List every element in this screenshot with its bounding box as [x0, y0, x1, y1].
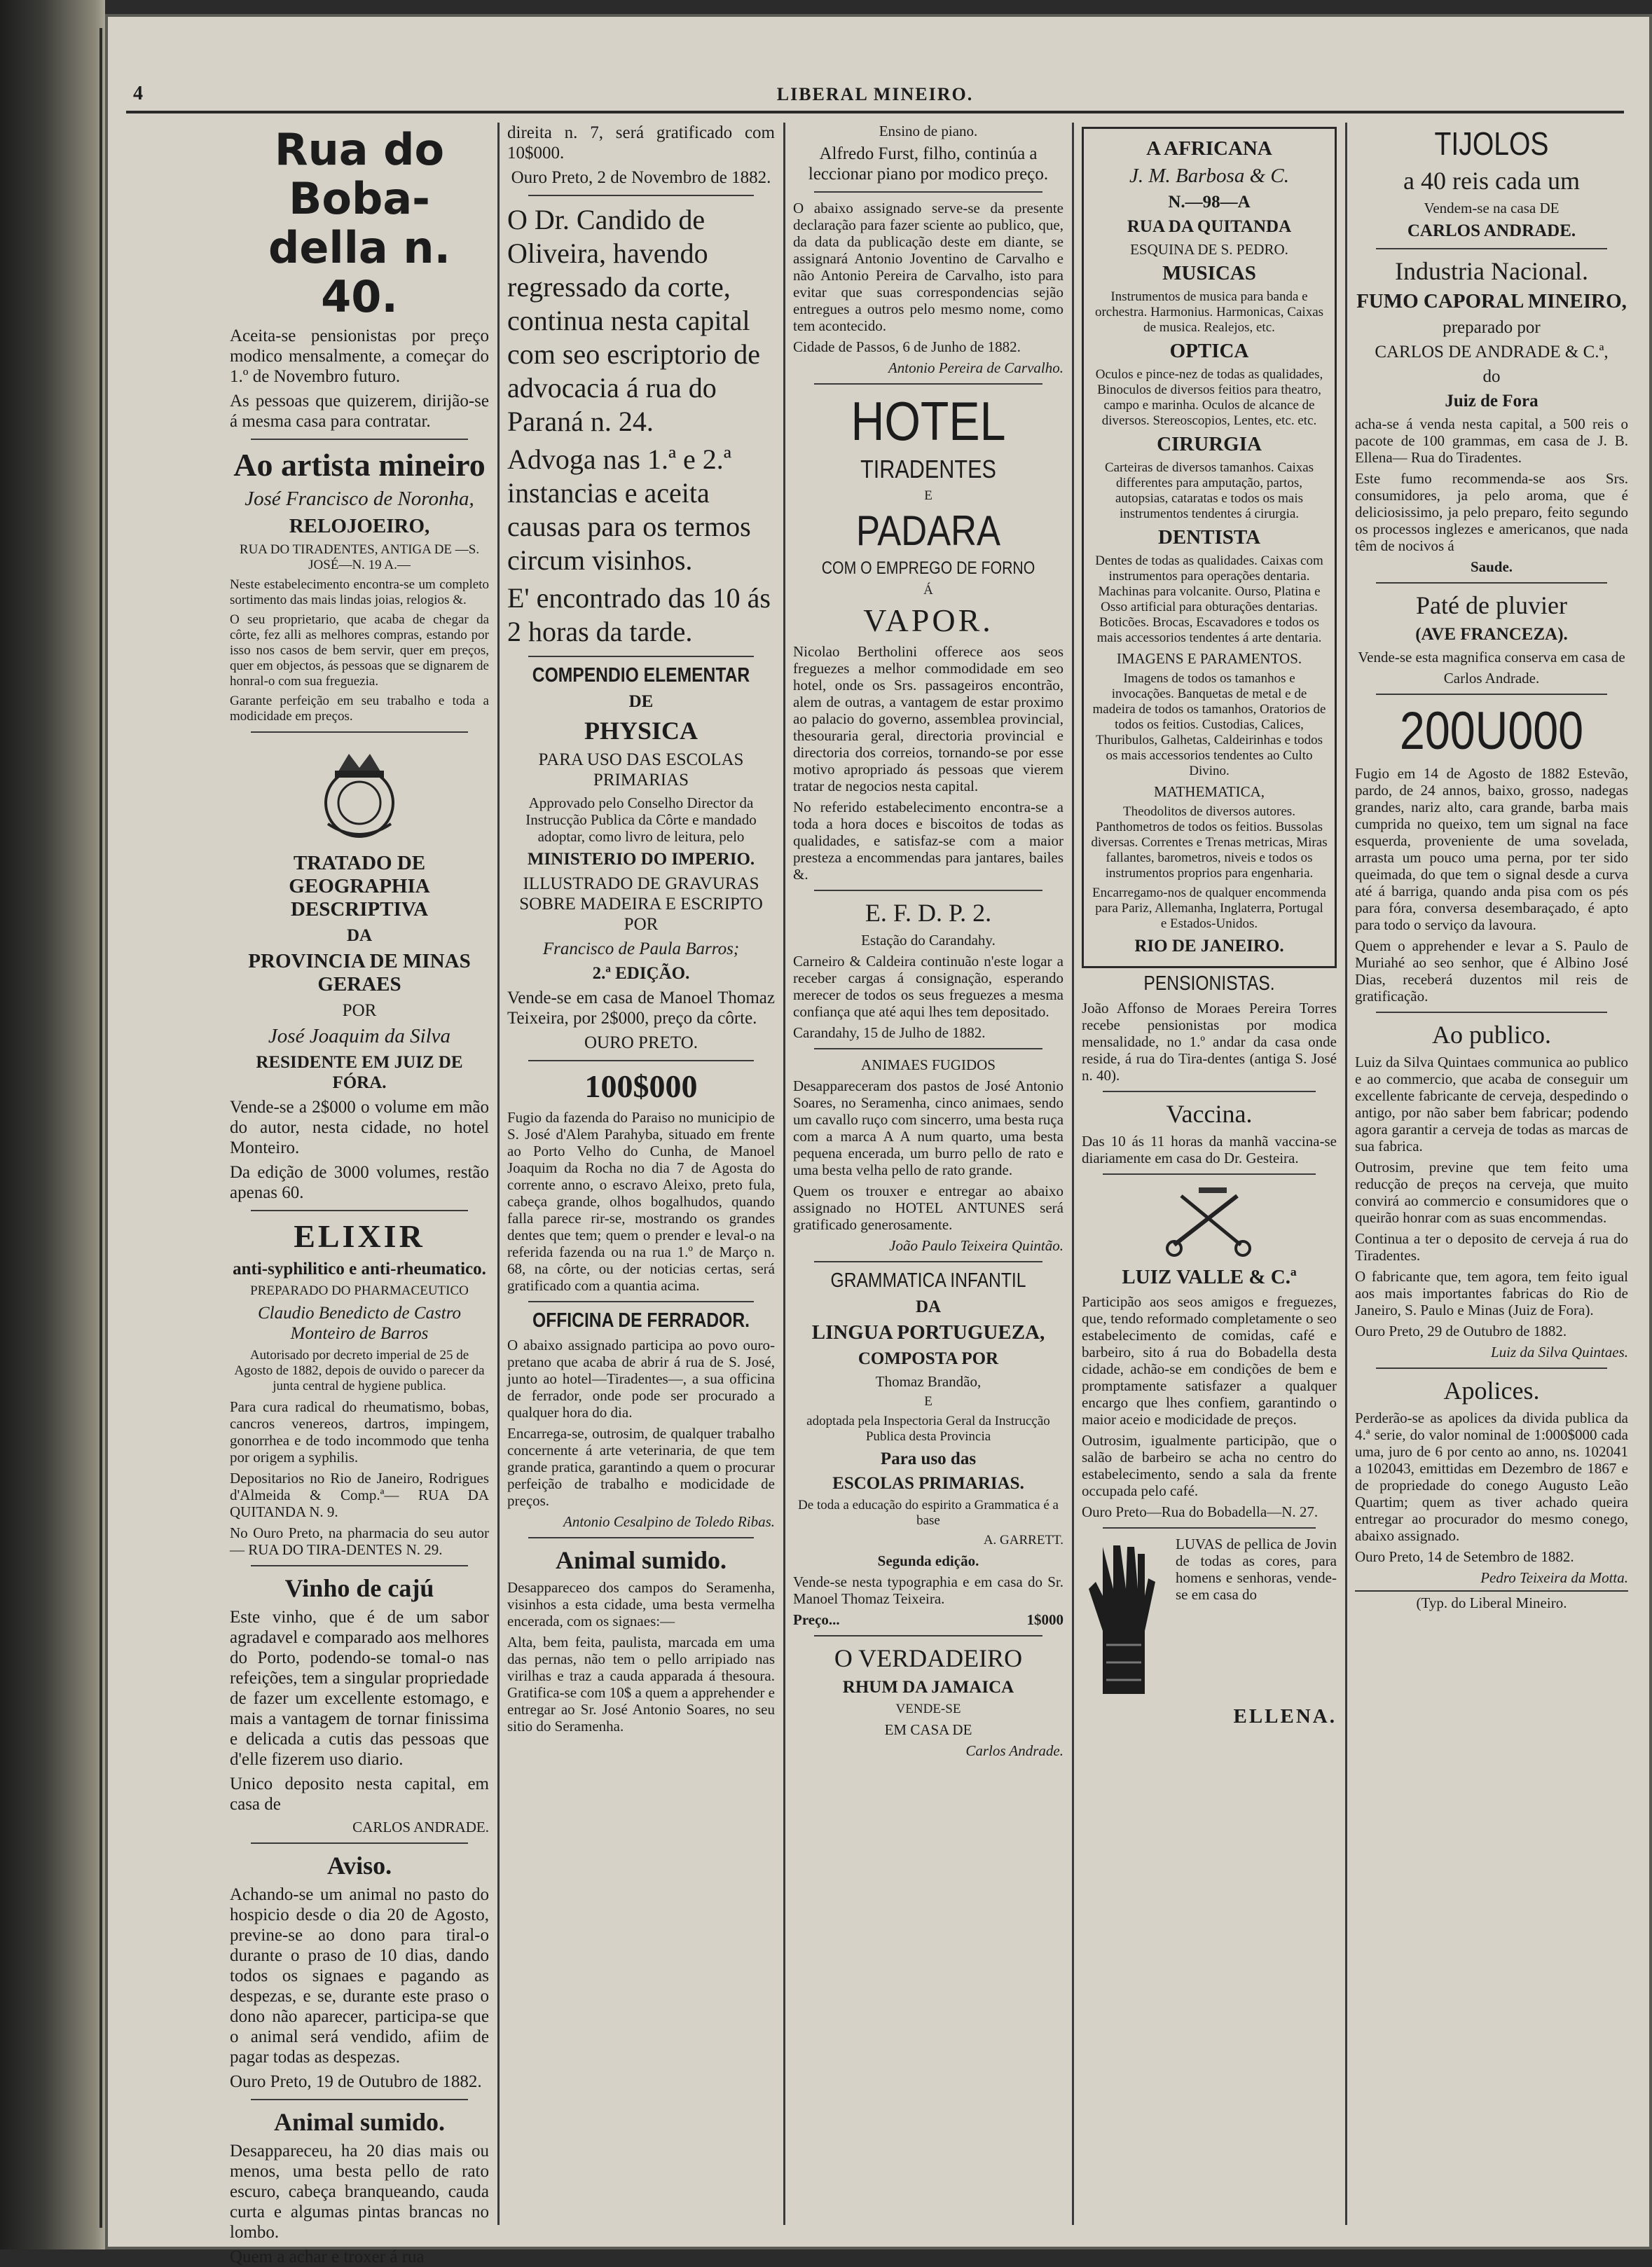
- industria-text: Este fumo recommenda-se aos Srs. consumidores, ja pelo aroma, que é deliciosissimo, ja pelo preparo, feito segundo os processos inglezes e americanos, que nada têm de nocivos á: [1355, 470, 1628, 554]
- aviso-title: Aviso.: [326, 1852, 392, 1880]
- separator: [528, 1060, 754, 1061]
- separator: [1103, 1091, 1316, 1092]
- column-1: [223, 123, 496, 2266]
- artista-address: RUA DO TIRADENTES, ANTIGA DE —S. JOSÉ—N. 19 A.—: [239, 542, 480, 572]
- ferrador-text: O abaixo assignado participa ao povo ouro-pretano que acaba de abrir á rua de S. José, junto ao hotel—Tiradentes—, a sua officina de ferrador, onde pode ser procurado a qualquer hora do dia.: [507, 1337, 775, 1421]
- animal-title: Animal sumido.: [273, 2108, 446, 2136]
- grammatica-adoption: adoptada pela Inspectoria Geral da Instrucção Publica desta Provincia: [806, 1414, 1050, 1444]
- cirurgia-text: Carteiras de diversos tamanhos. Caixas differentes para amputação, partos, autopsias, cataratas e todos os mais instrumentos tendentes á cirurgia.: [1104, 460, 1314, 521]
- candido-text: Advoga nas 1.ª e 2.ª instancias e aceita causas para os termos circum visinhos.: [507, 443, 751, 576]
- compendio-uso: PARA USO DAS ESCOLAS PRIMARIAS: [538, 750, 744, 790]
- ferrador-text: Encarrega-se, outrosim, de qualquer trabalho concernente á arte veterinaria, de que tem grande pratica, garantindo a quem o procurar perfeição de trabalho e modicidade de preços.: [507, 1425, 775, 1509]
- grammatica-price: 1$000: [1026, 1611, 1064, 1628]
- fugidos-text: Desappareceram dos pastos de José Antonio Soares, no Seramenha, cinco animaes, sendo um cavallo ruço com sincerro, uma besta ruça com a marca A A num quarto, uma besta pequena encerada, um burro pello de rato e uma besta velha pello de rato grande.: [793, 1077, 1064, 1178]
- apolices-title: Apolices.: [1443, 1377, 1540, 1405]
- compendio-place: OURO PRETO.: [584, 1033, 698, 1052]
- tijolos-title: TIJOLOS: [1434, 125, 1549, 162]
- compendio-sale: Vende-se em casa de Manoel Thomaz Teixeira, por 2$000, preço da côrte.: [507, 988, 775, 1028]
- imagens-title: IMAGENS E PARAMENTOS.: [1116, 650, 1302, 667]
- separator: [528, 1301, 754, 1302]
- pate-title: Paté de pluvier: [1416, 591, 1567, 619]
- separator: [1376, 1367, 1607, 1369]
- separator: [528, 656, 754, 657]
- page-number: 4: [133, 83, 143, 104]
- dentista-text: Dentes de todas as qualidades. Caixas com instrumentos para operações dentaria. Machinas para volcanite. Ourso, Platina e Osso artificial para obturações dentarias. Boticões. Brocas, Escavadores e todos os mais accessorios tendentes á arte dentaria.: [1095, 553, 1323, 645]
- publico-text: Continua a ter o deposito de cerveja á rua do Tiradentes.: [1355, 1230, 1628, 1264]
- tratado-title: TRATADO DE GEOGRAPHIA DESCRIPTIVA: [289, 852, 430, 921]
- rhum-title: O VERDADEIRO: [834, 1644, 1023, 1672]
- vinho-text: Este vinho, que é de um sabor agradavel e comparado aos melhores do Porto, podendo-se tomal-o nas refeições, tem a singular propriedade de fazer um excellente estomago, e mais a vantagem de tornar finissima e delicada a cutis das pessoas que d'elle fizerem uso diario.: [230, 1608, 489, 1769]
- animal-text: Desappareceu, ha 20 dias mais ou menos, uma besta pello de rato escuro, cabeça branqueando, cauda curta e algumas pintas brancas no lombo.: [230, 2142, 489, 2242]
- masthead: LIBERAL MINEIRO.: [776, 84, 974, 104]
- publico-title: Ao publico.: [1432, 1021, 1551, 1049]
- boba-text: Aceita-se pensionistas por preço modico mensalmente, a começar do 1.º de Novembro futuro.: [230, 326, 489, 386]
- vaccina-title: Vaccina.: [1166, 1100, 1253, 1128]
- fugidos-signature: João Paulo Teixeira Quintão.: [889, 1237, 1064, 1254]
- imprint: (Typ. do Liberal Mineiro.: [1355, 1590, 1628, 1611]
- elixir-text: Depositarios no Rio de Janeiro, Rodrigues d'Almeida & Comp.ª— RUA DA QUITANDA N. 9.: [230, 1470, 489, 1520]
- artista-text: Neste estabelecimento encontra-se um completo sortimento das mais lindas joias, relogios &.: [230, 577, 489, 607]
- pate-signature: Carlos Andrade.: [1443, 670, 1540, 687]
- column-rule: [1345, 123, 1347, 2225]
- candido-text: O Dr. Candido de Oliveira, havendo regressado da corte, continua nesta capital com seo escriptorio de advocacia á rua do Paraná n. 24.: [507, 204, 760, 437]
- apolices-date: Ouro Preto, 14 de Setembro de 1882.: [1355, 1548, 1574, 1565]
- industria-place: Juiz de Fora: [1445, 392, 1539, 411]
- pate-text: Vende-se esta magnifica conserva em casa de: [1358, 649, 1625, 666]
- industria-fumo: FUMO CAPORAL MINEIRO,: [1356, 290, 1627, 312]
- africana-number: N.—98—A: [1168, 193, 1251, 212]
- compendio-author: Francisco de Paula Barros;: [542, 939, 740, 958]
- separator: [251, 1210, 468, 1211]
- padaria-subtitle: COM O EMPREGO DE FORNO: [821, 558, 1035, 578]
- artista-trade: RELOJOEIRO,: [289, 515, 430, 537]
- binding-edge: [99, 28, 102, 2228]
- apolices-signature: Pedro Teixeira da Motta.: [1480, 1569, 1628, 1586]
- book-binding: [0, 0, 105, 2249]
- grammatica-e: E: [924, 1394, 932, 1409]
- column-rule: [1072, 123, 1074, 2225]
- separator: [1103, 1527, 1316, 1529]
- column-2: [500, 123, 782, 2239]
- top-date: Ouro Preto, 2 de Novembro de 1882.: [511, 168, 771, 187]
- vaccina-text: Das 10 ás 11 horas da manhã vaccina-se diariamente em casa do Dr. Gesteira.: [1082, 1133, 1337, 1166]
- tratado-text: Da edição de 3000 volumes, restão apenas 60.: [230, 1163, 489, 1202]
- declaration-date: Cidade de Passos, 6 de Junho de 1882.: [793, 338, 1021, 355]
- compendio-de: DE: [628, 692, 654, 711]
- padaria-title: PADARA: [856, 507, 1000, 554]
- top-text: direita n. 7, será gratificado com 10$000.: [507, 123, 775, 163]
- luvas-signature: ELLENA.: [1233, 1705, 1337, 1728]
- mathematica-title: MATHEMATICA,: [1153, 783, 1265, 800]
- rhum-casa: EM CASA DE: [884, 1721, 972, 1738]
- column-rule: [783, 123, 785, 2225]
- separator: [251, 1565, 468, 1566]
- industria-text: acha-se á venda nesta capital, a 500 reis o pacote de 100 grammas, em casa de J. B. Ellena— Rua do Tiradentes.: [1355, 415, 1628, 466]
- tijolos-text: Vendem-se na casa DE: [1424, 200, 1560, 216]
- boba-text: As pessoas que quizerem, dirijão-se á mesma casa para contratar.: [230, 392, 489, 431]
- rhum-vende: VENDE-SE: [895, 1702, 961, 1716]
- mathematica-text: Theodolitos de diversos autores. Panthometros de todos os feitios. Bussolas diversas. Correntes e Trenas metricas, Miras fallantes, barometros, niveis e todos os instrumentos proprios para engenharia.: [1091, 804, 1328, 881]
- efdp-title: E. F. D. P. 2.: [865, 899, 992, 927]
- compendio-illustrated: ILLUSTRADO DE GRAVURAS SOBRE MADEIRA E ESCRIPTO POR: [519, 874, 763, 934]
- grammatica-para: Para uso das: [880, 1449, 977, 1468]
- separator: [251, 439, 468, 440]
- grammatica-quote-author: A. GARRETT.: [983, 1533, 1064, 1548]
- separator: [814, 1635, 1042, 1636]
- grammatica-edition: Segunda edição.: [877, 1552, 979, 1569]
- imperial-crown-emblem: [230, 740, 489, 845]
- hotel-title: HOTEL: [851, 390, 1006, 452]
- grammatica-sale: Vende-se nesta typographia e em casa do Sr. Manoel Thomaz Teixeira.: [793, 1573, 1064, 1607]
- aviso-date: Ouro Preto, 19 de Outubro de 1882.: [230, 2072, 482, 2091]
- tratado-da: DA: [346, 926, 373, 945]
- compendio-ministerio: MINISTERIO DO IMPERIO.: [527, 850, 755, 869]
- tratado-author: José Joaquim da Silva: [268, 1025, 451, 1047]
- industria-title: Industria Nacional.: [1395, 257, 1588, 285]
- efdp-text: Carneiro & Caldeira continuão n'este logar a receber cargas á consignação, esperando merecer de todos os seus freguezes a mesma confiança que até aqui lhes tem depositado.: [793, 953, 1064, 1020]
- imagens-text: Imagens de todos os tamanhos e invocações. Banquetas de metal e de madeira de todos os tamanhos, Oratorios de todos os feitios. Custodias, Calices, Thuribulos, Galhetas, Caldeirinhas e todos os mais accessorios tendentes ao Culto Divino.: [1092, 671, 1326, 778]
- publico-date: Ouro Preto, 29 de Outubro de 1882.: [1355, 1323, 1567, 1339]
- tijolos-price: a 40 reis cada um: [1403, 167, 1580, 195]
- fugidos-title: ANIMAES FUGIDOS: [861, 1056, 996, 1073]
- africana-encarrega: Encarregamo-nos de qualquer encommenda para Pariz, Allemanha, Inglaterra, Portugal e Estados-Unidos.: [1092, 886, 1326, 931]
- industria-do: do: [1482, 367, 1501, 386]
- tijolos-signature: CARLOS ANDRADE.: [1407, 221, 1576, 240]
- separator: [528, 195, 754, 196]
- vinho-text: Unico deposito nesta capital, em casa de: [230, 1775, 489, 1814]
- column-3: [786, 123, 1071, 2239]
- column-rule: [497, 123, 500, 2225]
- separator: [1376, 248, 1607, 249]
- separator: [814, 383, 1042, 385]
- dentista-title: DENTISTA: [1157, 526, 1261, 549]
- grammatica-lingua: LINGUA PORTUGUEZA,: [811, 1321, 1045, 1344]
- rhum-subtitle: RHUM DA JAMAICA: [842, 1678, 1014, 1697]
- declaration-text: O abaixo assignado serve-se da presente declaração para fazer sciente ao publico, que, da data da publicação deste em diante, se assignará Antonio Joventino de Carvalho e não Antonio Pereira de Carvalho, isto para evitar que suas correspondencias sejão entregues a outros pelo mesmo nome, como tem acontecido.: [793, 200, 1064, 334]
- optica-text: Oculos e pince-nez de todas as qualidades, Binoculos de diversos feitios para theatro, campo e marinha. Oculos de alcance de diversos. Stereoscopios, Lentes, etc. etc.: [1095, 367, 1323, 428]
- vinho-signature: CARLOS ANDRADE.: [352, 1819, 489, 1835]
- pate-subtitle: (AVE FRANCEZA).: [1415, 625, 1568, 644]
- hotel-e: E: [924, 488, 932, 503]
- pensionistas-title: PENSIONISTAS.: [1143, 972, 1275, 995]
- column-5: [1348, 123, 1635, 2239]
- separator: [814, 890, 1042, 891]
- artista-name: José Francisco de Noronha,: [245, 488, 474, 510]
- artista-text: O seu proprietario, que acaba de chegar da côrte, fez alli as melhores compras, estando por isso nos casos de bem servir, quer em preços, quer em objectos, ás pessoas que se dignarem de honral-o com sua freguezia.: [230, 612, 489, 689]
- fugidos-text: Quem os trouxer e entregar ao abaixo assignado no HOTEL ANTUNES será gratificado generosamente.: [793, 1183, 1064, 1233]
- industria-author: CARLOS DE ANDRADE & C.ª,: [1375, 343, 1609, 361]
- luiz-valle-text: Participão aos seos amigos e freguezes, que, tendo reformado completamente o seo estabelecimento de comidas, café e barbeiro, sito á rua do Bobadella desta cidade, achão-se em condições de bem e promptamente satisfazer a qualquer encargo que lhes confiem, garantindo o maior aceio e modicidade de preços.: [1082, 1293, 1337, 1428]
- industria-saude: Saude.: [1470, 558, 1513, 575]
- musicas-text: Instrumentos de musica para banda e orchestra. Harmonius. Harmonicas, Caixas de musica. Realejos, etc.: [1094, 289, 1324, 335]
- compendio-physica: PHYSICA: [584, 717, 698, 745]
- luiz-valle-text: Outrosim, igualmente participão, que o salão de barbeiro se acha no centro do estabelecimento, sendo a sala da frente occupada pelo café.: [1082, 1432, 1337, 1499]
- optica-title: OPTICA: [1169, 340, 1249, 362]
- ferrador-signature: Antonio Cesalpino de Toledo Ribas.: [563, 1513, 775, 1530]
- running-header: [126, 83, 1624, 113]
- separator: [814, 1048, 1042, 1049]
- compendio-edition: 2.ª EDIÇÃO.: [592, 964, 690, 983]
- africana-title: A AFRICANA: [1146, 137, 1272, 160]
- candido-text: E' encontrado das 10 ás 2 horas da tarde.: [507, 582, 771, 647]
- grammatica-price-label: Preço...: [793, 1611, 840, 1628]
- piano-title: Ensino de piano.: [879, 123, 978, 139]
- hotel-name: TIRADENTES: [860, 455, 996, 483]
- piano-text: Alfredo Furst, filho, continúa a leccionar piano por modico preço.: [808, 144, 1049, 184]
- grammatica-composta: COMPOSTA POR: [858, 1349, 999, 1368]
- industria-prep: preparado por: [1443, 318, 1541, 337]
- razor-scissors-icon: [1082, 1182, 1337, 1259]
- animal2-text: Alta, bem feita, paulista, marcada em uma das pernas, não tem o pello arripiado nas virilhas e traz a cauda apparada á thesoura. Gratifica-se com 10$ a quem a apprehender e entregar ao Sr. José Antonio Soares, no seu sitio do Seramenha.: [507, 1634, 775, 1735]
- africana-corner: ESQUINA DE S. PEDRO.: [1130, 241, 1288, 258]
- separator: [814, 191, 1042, 193]
- column-4: [1075, 123, 1344, 2239]
- reward2-text: Quem o apprehender e levar a S. Paulo de Muriahé ao seo senhor, que é Albino José Dias, receberá duzentos mil reis de gratificação.: [1355, 937, 1628, 1005]
- musicas-title: MUSICAS: [1162, 262, 1256, 284]
- animal-text: Quem a achar e troxer á rua: [230, 2247, 425, 2266]
- elixir-author: Claudio Benedicto de Castro Monteiro de Barros: [257, 1304, 461, 1343]
- separator: [814, 1261, 1042, 1262]
- reward2-text: Fugio em 14 de Agosto de 1882 Estevão, pardo, de 24 annos, baixo, grosso, nadegas grandes, nariz alto, cara grande, barba mais cumprida no queixo, tem um signal na face esquerda, proveniente de uma sovelada, arrasta um pouco uma perna, por ter sido queimada, do que tem o signal desde a curva até á barriga, quando anda pisa com os pés para fóra, conversa desembaraçado, é apto para todo o serviço da lavoura.: [1355, 765, 1628, 933]
- reward-text: Fugio da fazenda do Paraiso no municipio de S. José d'Alem Parahyba, situado em frente ao Porto Velho do Cunha, de Manoel Joaquim da Rocha no dia 7 de Agosta do corrente anno, o escravo Aleixo, preto fula, cabeça grande, olhos bogalhudos, quando falla parece rir-se, mostrando os grandes dentes que tem; quem o prender e leval-o na referida fazenda ou na rua 1.º de Março n. 68, na côrte, ou der noticias certas, será gratificado com a quantia acima.: [507, 1109, 775, 1294]
- vapor-title: VAPOR.: [863, 602, 993, 638]
- declaration-signature: Antonio Pereira de Carvalho.: [888, 359, 1064, 376]
- elixir-text: Para cura radical do rheumatismo, bobas, cancros venereos, dartros, impingem, gonorrhea e de todo incommodo que tenha por origem a syphilis.: [230, 1398, 489, 1466]
- elixir-subtitle: anti-syphilitico e anti-rheumatico.: [233, 1260, 486, 1279]
- separator: [251, 731, 468, 733]
- hotel-text: No referido estabelecimento encontra-se a toda a hora doces e biscoitos de todas as qualidades, e satisfaz-se com a maior presteza a encommendas para jantares, bailes &.: [793, 799, 1064, 883]
- grammatica-da: DA: [915, 1297, 942, 1316]
- padaria-a: Á: [923, 583, 933, 598]
- artista-text: Garante perfeição em seu trabalho e toda a modicidade em preços.: [230, 694, 489, 724]
- luiz-valle-title: LUIZ VALLE & C.ª: [1122, 1266, 1297, 1288]
- tratado-por: POR: [342, 1001, 377, 1020]
- pensionistas-text: João Affonso de Moraes Pereira Torres recebe pensionistas por modica mensalidade, no 1.º andar da casa onde reside, á rua do Tira-dentes (antiga S. José n. 40).: [1082, 1000, 1337, 1084]
- reward2-title: 200U000: [1399, 701, 1584, 761]
- elixir-text: No Ouro Preto, na pharmacia do seu autor— RUA DO TIRA-DENTES N. 29.: [230, 1524, 489, 1558]
- separator: [1376, 1012, 1607, 1013]
- grammatica-title: GRAMMATICA INFANTIL: [830, 1269, 1026, 1292]
- efdp-date: Carandahy, 15 de Julho de 1882.: [793, 1024, 986, 1041]
- grammatica-author: Thomaz Brandão,: [875, 1373, 982, 1390]
- publico-text: O fabricante que, tem agora, tem feito igual aos mais importantes fabricas do Rio de Janeiro, S. Paulo e Minas (Juiz de Fora).: [1355, 1268, 1628, 1318]
- aviso-text: Achando-se um animal no pasto do hospicio desde o dia 20 de Agosto, previne-se ao dono para tiral-o durante o praso de 10 dias, dando todos os signaes e pagando as despezas, e se, durante este praso o dono não aparecer, participa-se que o animal será vendido, afiim de pagar todas as despezas.: [230, 1885, 489, 2067]
- separator: [1103, 1173, 1316, 1175]
- tratado-provincia: PROVINCIA DE MINAS GERAES: [248, 950, 471, 995]
- tratado-text: Vende-se a 2$000 o volume em mão do autor, nesta cidade, no hotel Monteiro.: [230, 1098, 489, 1157]
- africana-city: RIO DE JANEIRO.: [1134, 937, 1284, 956]
- elixir-title: ELIXIR: [294, 1218, 425, 1254]
- separator: [1376, 694, 1607, 695]
- elixir-prep: PREPARADO DO PHARMACEUTICO: [250, 1283, 469, 1298]
- glove-icon: [1082, 1540, 1166, 1701]
- elixir-authorization: Autorisado por decreto imperial de 25 de Agosto de 1882, depois de ouvido o parecer da junta central de hygiene publica.: [234, 1348, 485, 1393]
- hotel-text: Nicolao Bertholini offerece aos seos freguezes a melhor commodidade em seo hotel, onde os Srs. passageiros encontrão, alem de outras, a vantagem de estar proximo ao palacio do governo, assemblea provincial, thesouraria geral, directoria provincial e directoria dos correios, tornando-se por esse motivo apropriado ás pessoas que vierem tratar de negocios nesta capital.: [793, 643, 1064, 794]
- compendio-approval: Approvado pelo Conselho Director da Instrucção Publica da Côrte e mandado adoptar, como livro de leitura, pelo: [525, 794, 757, 845]
- tratado-residence: RESIDENTE EM JUIZ DE FÓRA.: [256, 1053, 463, 1092]
- publico-signature: Luiz da Silva Quintaes.: [1490, 1344, 1628, 1360]
- apolices-text: Perderão-se as apolices da divida publica da 4.ª serie, do valor nominal de 1:000$000 cada uma, juro de 6 por cento ao anno, ns. 102041 a 102043, emittidas em Dezembro de 1867 e de propriedade do conego Augusto Leão Quartim; quem as tiver achado queira entregar ao procurador do mesmo conego, abaixo assignado.: [1355, 1410, 1628, 1544]
- reward-title: 100$000: [584, 1068, 698, 1104]
- publico-text: Luiz da Silva Quintaes communica ao publico e ao commercio, que acaba de conseguir um excellente fabricante de cerveja, despedindo o antigo, por não saber bem fabricar; podendo agora garantir a cerveja de todas as marcas de sua fabrica.: [1355, 1054, 1628, 1155]
- rhum-signature: Carlos Andrade.: [965, 1742, 1064, 1759]
- grammatica-escolas: ESCOLAS PRIMARIAS.: [832, 1474, 1024, 1493]
- compendio-title: COMPENDIO ELEMENTAR: [532, 664, 750, 687]
- cirurgia-title: CIRURGIA: [1157, 433, 1262, 455]
- luvas-text: LUVAS de pellica de Jovin de todas as cores, para homens e senhoras, vende-se em casa do: [1176, 1536, 1337, 1603]
- animal2-text: Desappareceo dos campos do Seramenha, visinhos a esta cidade, uma besta vermelha encerada, com os signaes:—: [507, 1579, 775, 1629]
- artista-title: Ao artista mineiro: [233, 447, 486, 483]
- separator: [251, 1842, 468, 1844]
- grammatica-price-row: [793, 1611, 1064, 1628]
- africana-ad-box: [1082, 127, 1337, 968]
- africana-street: RUA DA QUITANDA: [1127, 217, 1292, 236]
- separator: [1376, 582, 1607, 584]
- animal2-title: Animal sumido.: [555, 1546, 727, 1574]
- efdp-subtitle: Estação do Carandahy.: [861, 932, 996, 949]
- luiz-valle-date: Ouro Preto—Rua do Bobadella—N. 27.: [1082, 1503, 1319, 1520]
- africana-firm: J. M. Barbosa & C.: [1129, 165, 1289, 187]
- ferrador-title: OFFICINA DE FERRADOR.: [532, 1309, 750, 1332]
- separator: [528, 1537, 754, 1538]
- boba-title: Rua do Boba-della n. 40.: [268, 124, 451, 322]
- vinho-title: Vinho de cajú: [284, 1574, 434, 1602]
- separator: [251, 2099, 468, 2100]
- publico-text: Outrosim, previne que tem feito uma reducção de preços na cerveja, que muito convirá ao commercio e consumidores que o queirão honrar com as suas encommendas.: [1355, 1159, 1628, 1226]
- grammatica-quote: De toda a educação do espirito a Grammatica é a base: [798, 1498, 1059, 1528]
